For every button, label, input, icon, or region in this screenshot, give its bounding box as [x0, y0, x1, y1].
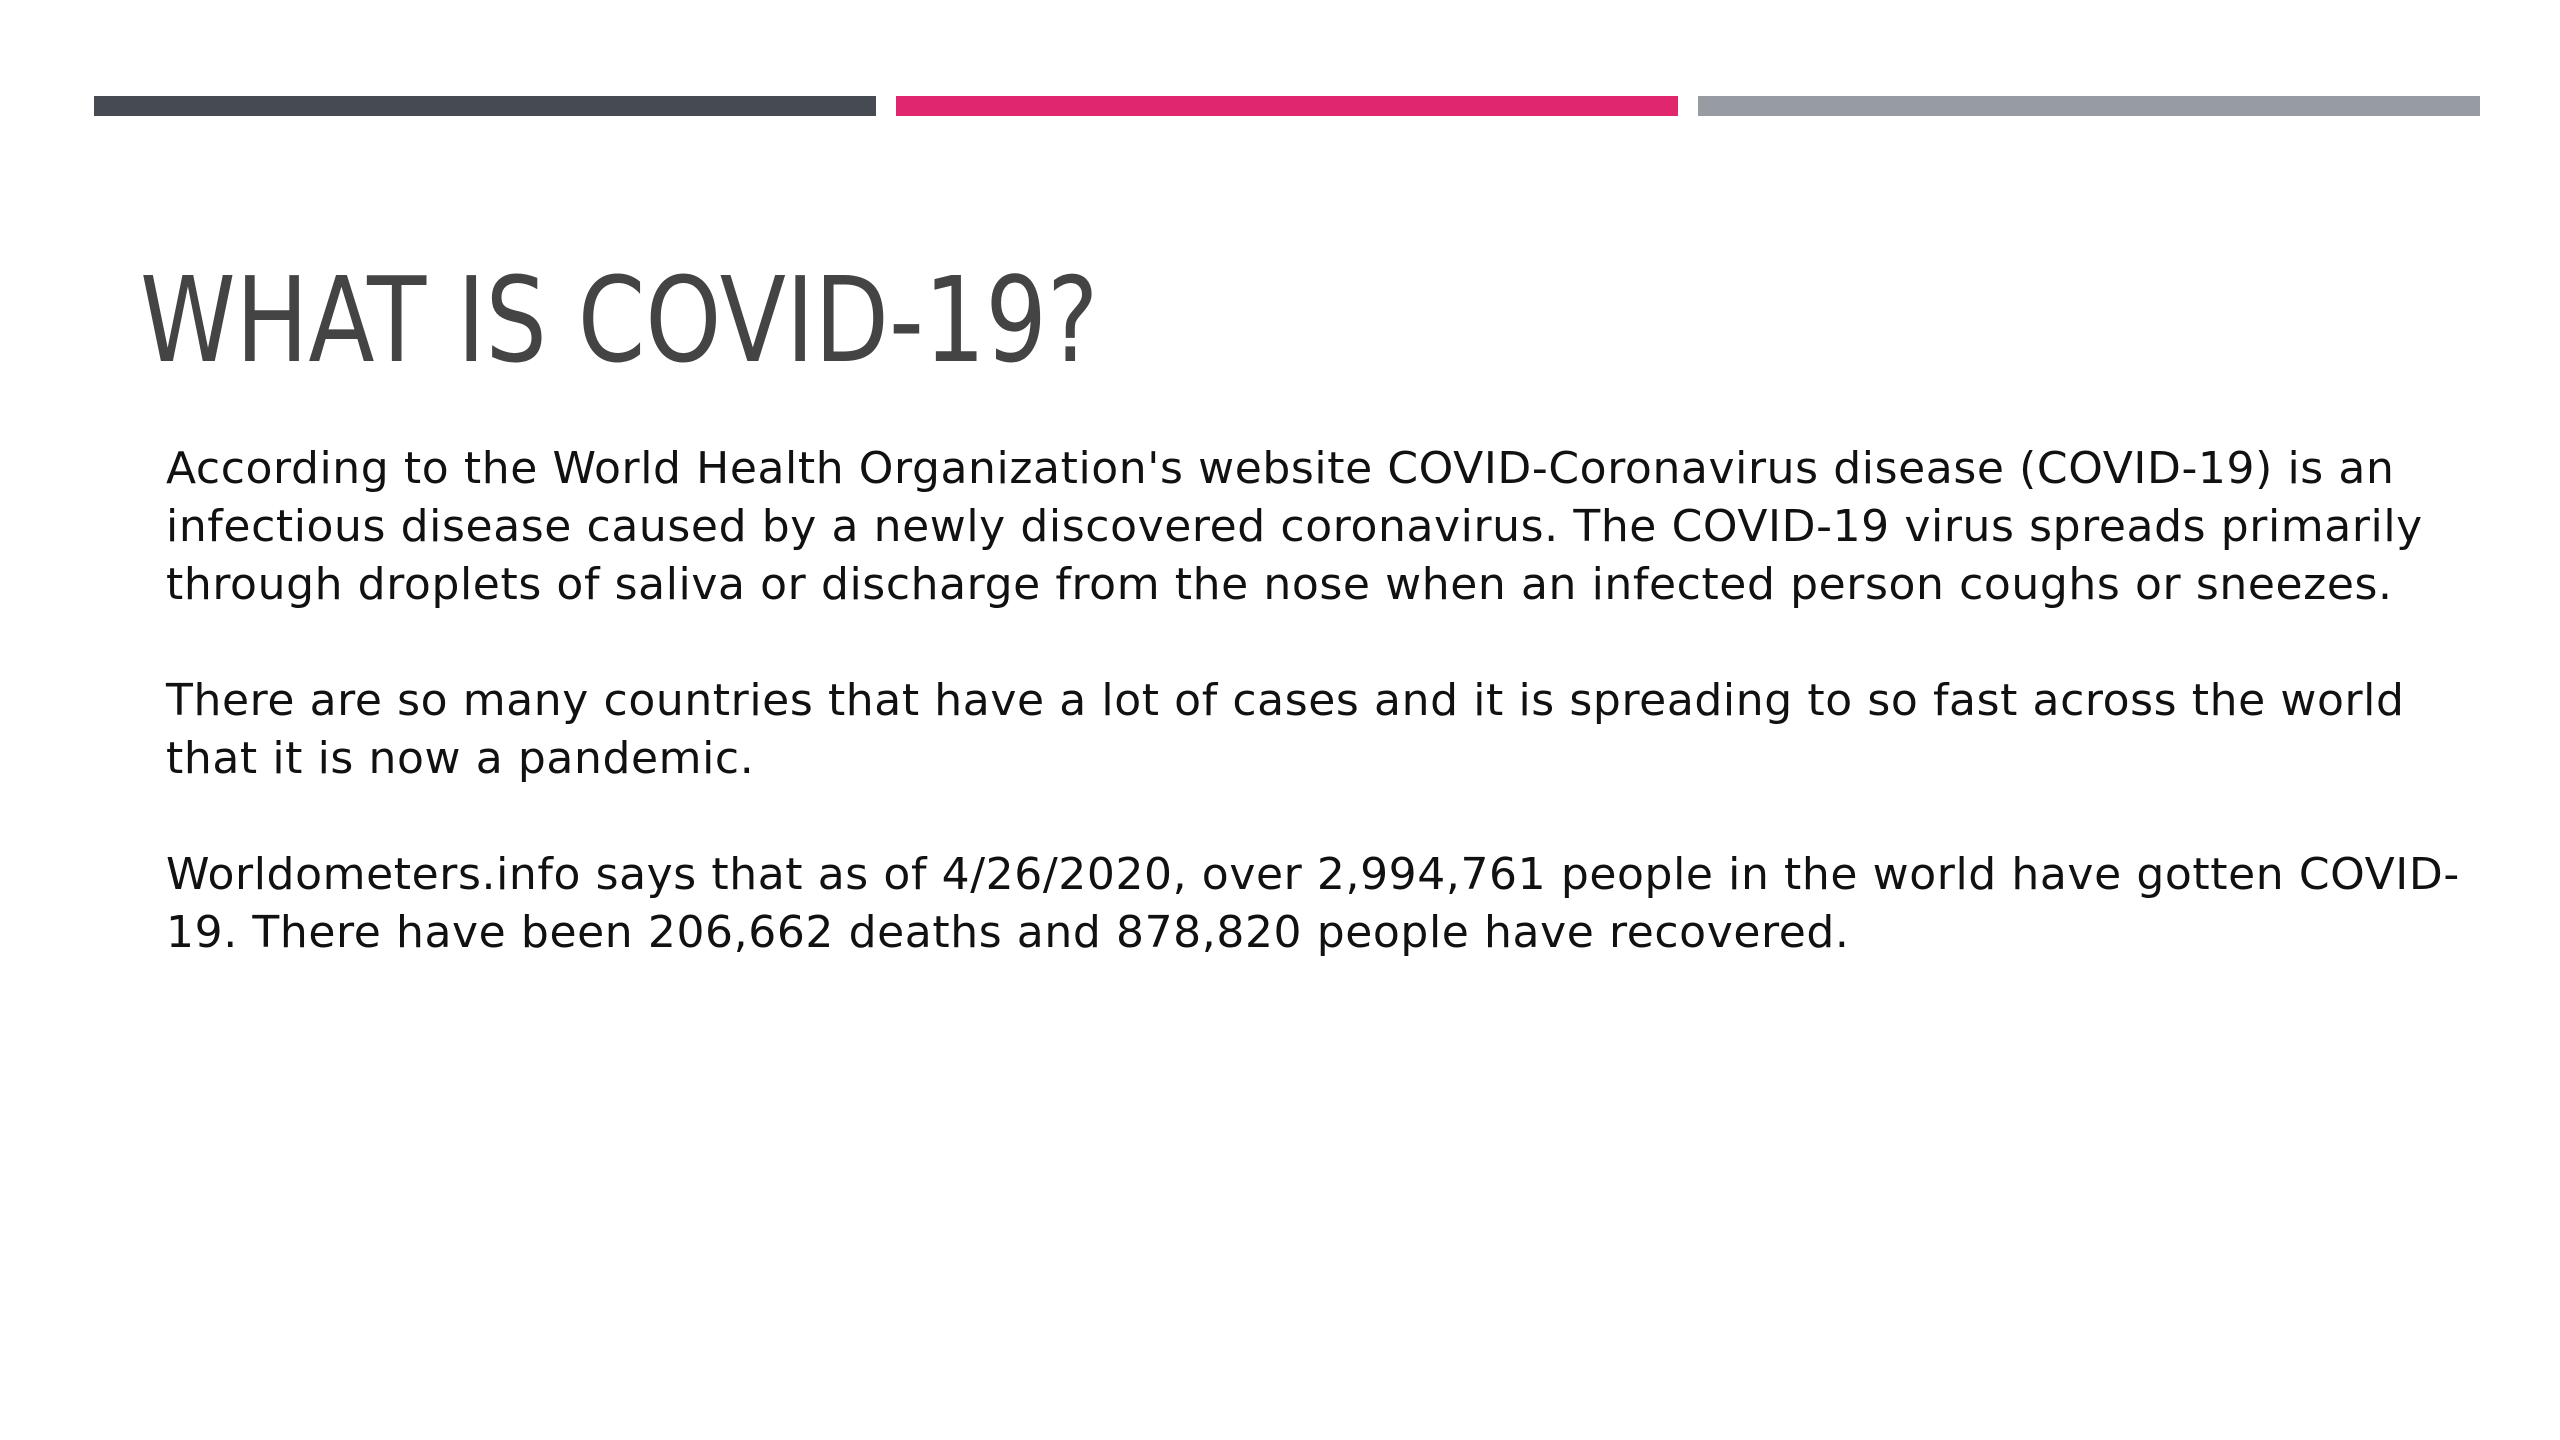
- accent-bar-pink: [896, 96, 1678, 116]
- paragraph-statistics: Worldometers.info says that as of 4/26/2020, over 2,994,761 people in the world have gotten COVID-19. There have been 206,662 deaths and 878,820 people have recovered.: [166, 849, 2460, 958]
- accent-bar-dark: [94, 96, 876, 116]
- slide-body: [166, 440, 2466, 962]
- slide-title: WHAT IS COVID-19?: [140, 251, 1099, 389]
- accent-bars: [94, 96, 2480, 116]
- accent-bar-gray: [1698, 96, 2480, 116]
- paragraph-pandemic: There are so many countries that have a lot of cases and it is spreading to so fast across the world that it is now a pandemic.: [166, 675, 2405, 784]
- paragraph-who-definition: According to the World Health Organization's website COVID-Coronavirus disease (COVID-19) is an infectious disease caused by a newly discovered coronavirus. The COVID-19 virus spreads primarily through droplets of saliva or discharge from the nose when an infected person coughs or sneezes.: [166, 443, 2423, 610]
